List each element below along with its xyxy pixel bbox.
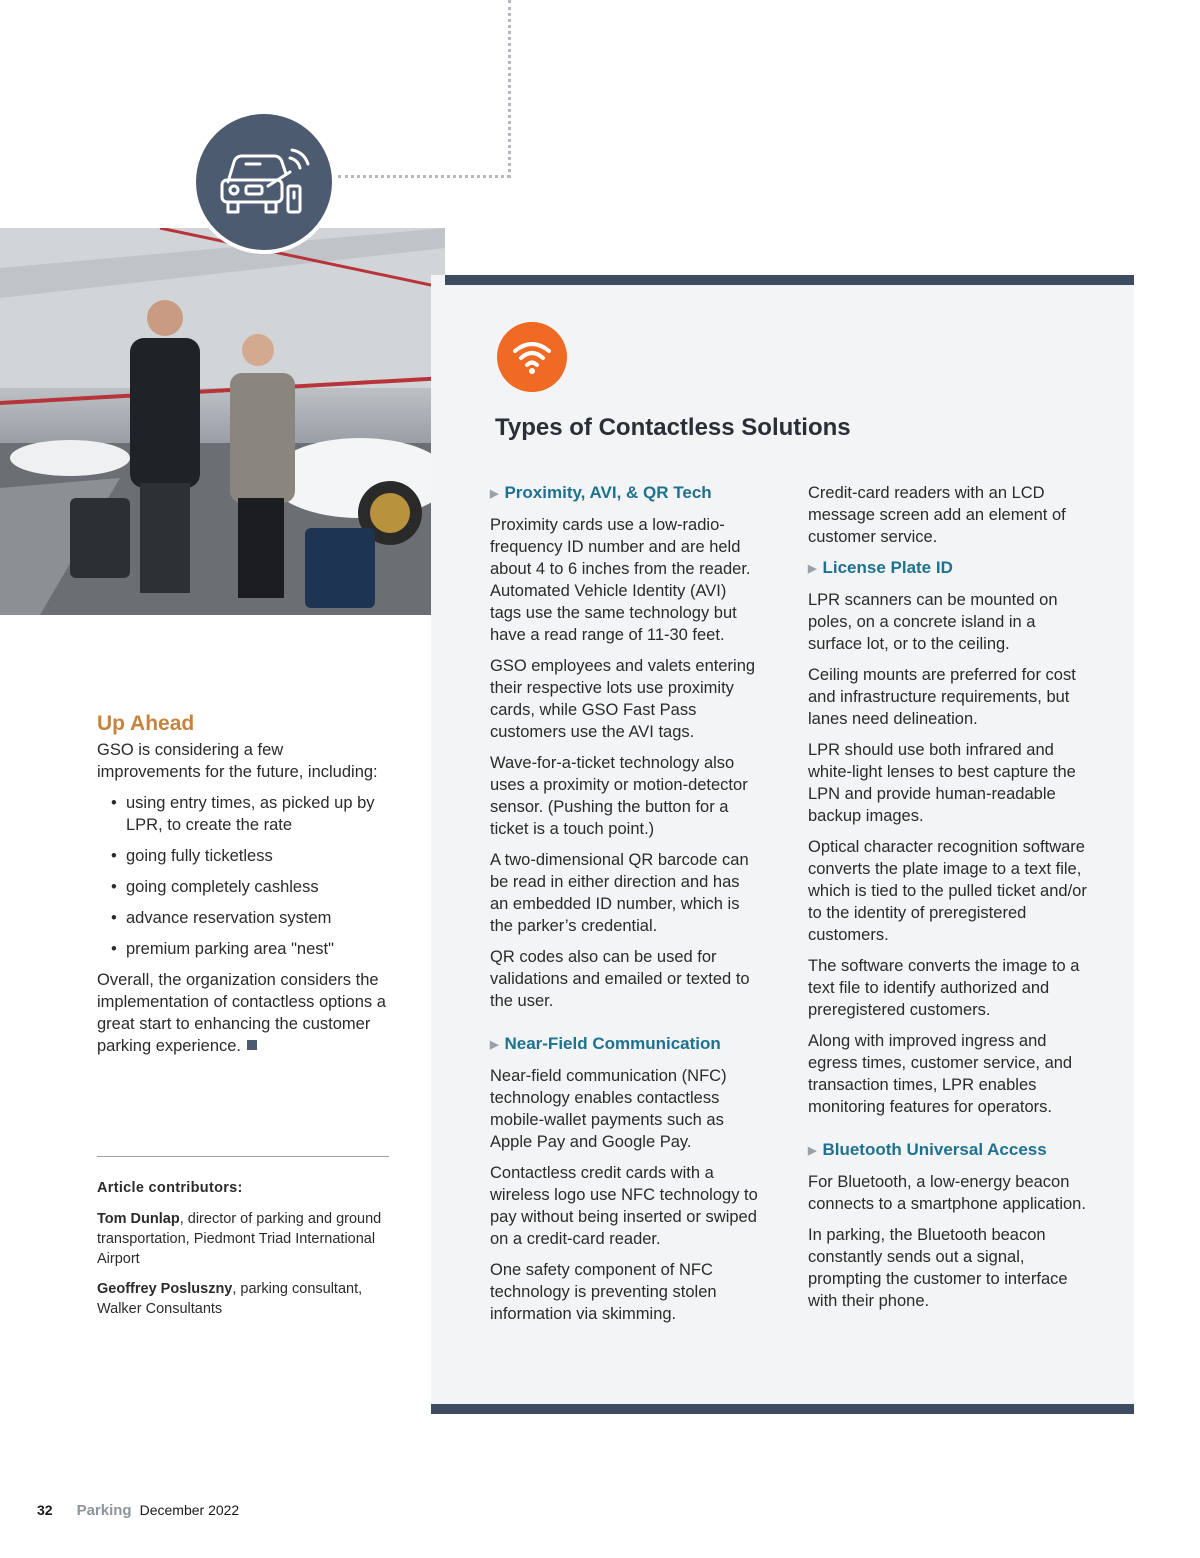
article-contributors [97, 1178, 397, 1329]
list-item [111, 792, 389, 836]
list-item-text: going fully ticketless [126, 847, 273, 865]
paragraph: For Bluetooth, a low-energy beacon connects to a smartphone application. [808, 1173, 1086, 1213]
subheading-nfc [490, 1033, 762, 1056]
bullet-icon: • [111, 794, 117, 812]
sidebar-list [97, 792, 389, 960]
triangle-right-icon: ▶ [490, 1039, 499, 1051]
list-item-text: advance reservation system [126, 909, 332, 927]
list-item [111, 907, 389, 929]
parking-garage-photo [0, 228, 445, 615]
sidebar-heading: Up Ahead [97, 712, 195, 735]
triangle-right-icon: ▶ [808, 563, 817, 575]
dotted-connector-vertical [508, 0, 511, 178]
contributor-role: , parking consultant, Walker Consultants [97, 1281, 363, 1317]
list-item-text: going completely cashless [126, 878, 319, 896]
end-mark-icon [247, 1040, 257, 1050]
paragraph: A two-dimensional QR barcode can be read in either direction and has an embedded ID number, which is the parker’s credential. [490, 851, 749, 935]
list-item-text: using entry times, as picked up by LPR, to create the rate [126, 794, 375, 834]
paragraph: Ceiling mounts are preferred for cost and infrastructure requirements, but lanes need delineation. [808, 666, 1076, 728]
paragraph: Wave-for-a-ticket technology also uses a proximity or motion-detector sensor. (Pushing the button for a ticket is a touch point.) [490, 754, 748, 838]
subheading-nfc-text: Near-Field Communication [504, 1034, 721, 1053]
sidebar-outro [97, 969, 389, 1057]
list-item [111, 938, 389, 960]
contributor [97, 1279, 397, 1319]
divider [97, 1156, 389, 1157]
subheading-license-plate [808, 557, 1093, 580]
paragraph: Proximity cards use a low-radio-frequency ID number and are held about 4 to 6 inches from the reader. Automated Vehicle Identity (AVI) tags use the same technology but have a read range of 11-30 feet. [490, 516, 751, 644]
page-footer [37, 1502, 239, 1519]
wifi-badge [497, 322, 567, 392]
subheading-license-plate-text: License Plate ID [822, 558, 953, 577]
panel-column-right [808, 482, 1093, 1321]
panel-top-bar [445, 275, 1134, 285]
page-number: 32 [37, 1502, 53, 1518]
subheading-bluetooth [808, 1139, 1093, 1162]
paragraph: Along with improved ingress and egress times, customer service, and transaction times, LPR enables monitoring features for operators. [808, 1032, 1073, 1116]
bullet-icon: • [111, 940, 117, 958]
paragraph: Contactless credit cards with a wireless logo use NFC technology to pay without being inserted or swiped on a credit-card reader. [490, 1164, 758, 1248]
paragraph: QR codes also can be used for validations and emailed or texted to the user. [490, 948, 750, 1010]
list-item [111, 876, 389, 898]
issue-date: December 2022 [139, 1502, 240, 1518]
panel-bottom-bar [431, 1404, 1134, 1414]
list-item-text: premium parking area "nest" [126, 940, 334, 958]
paragraph: LPR scanners can be mounted on poles, on a concrete island in a surface lot, or to the ceiling. [808, 591, 1058, 653]
subheading-bluetooth-text: Bluetooth Universal Access [822, 1140, 1047, 1159]
contributor-role: , director of parking and ground transportation, Piedmont Triad International Airport [97, 1211, 382, 1267]
dotted-connector-horizontal [338, 175, 510, 178]
triangle-right-icon: ▶ [490, 488, 499, 500]
subheading-proximity [490, 482, 762, 505]
bullet-icon: • [111, 878, 117, 896]
paragraph: One safety component of NFC technology is preventing stolen information via skimming. [490, 1261, 717, 1323]
paragraph: LPR should use both infrared and white-light lenses to best capture the LPN and provide human-readable backup images. [808, 741, 1076, 825]
paragraph: Near-field communication (NFC) technology enables contactless mobile-wallet payments such as Apple Pay and Google Pay. [490, 1067, 727, 1151]
magazine-name: Parking [76, 1502, 132, 1519]
paragraph: In parking, the Bluetooth beacon constantly sends out a signal, prompting the customer to interface with their phone. [808, 1226, 1068, 1310]
subheading-proximity-text: Proximity, AVI, & QR Tech [504, 483, 712, 502]
bullet-icon: • [111, 847, 117, 865]
up-ahead-sidebar [97, 713, 389, 1066]
car-payment-icon [216, 142, 312, 222]
contributor [97, 1209, 397, 1269]
sidebar-intro: GSO is considering a few improvements for the future, including: [97, 741, 378, 781]
contributor-name: Geoffrey Posluszny [97, 1281, 233, 1297]
panel-column-left [490, 482, 762, 1334]
bullet-icon: • [111, 909, 117, 927]
paragraph: The software converts the image to a text file to identify authorized and preregistered customers. [808, 957, 1080, 1019]
wifi-icon [511, 339, 553, 375]
contributor-name: Tom Dunlap [97, 1211, 180, 1227]
contributors-heading: Article contributors: [97, 1180, 243, 1196]
triangle-right-icon: ▶ [808, 1145, 817, 1157]
paragraph: Credit-card readers with an LCD message screen add an element of customer service. [808, 484, 1066, 546]
panel-title: Types of Contactless Solutions [495, 414, 851, 441]
car-payment-badge [192, 110, 336, 254]
sidebar-outro-text: Overall, the organization considers the implementation of contactless options a great start to enhancing the customer parking experience. [97, 971, 386, 1055]
paragraph: GSO employees and valets entering their respective lots use proximity cards, while GSO Fast Pass customers use the AVI tags. [490, 657, 756, 741]
list-item [111, 845, 389, 867]
paragraph: Optical character recognition software converts the plate image to a text file, which is tied to the pulled ticket and/or to the identity of preregistered customers. [808, 838, 1087, 944]
